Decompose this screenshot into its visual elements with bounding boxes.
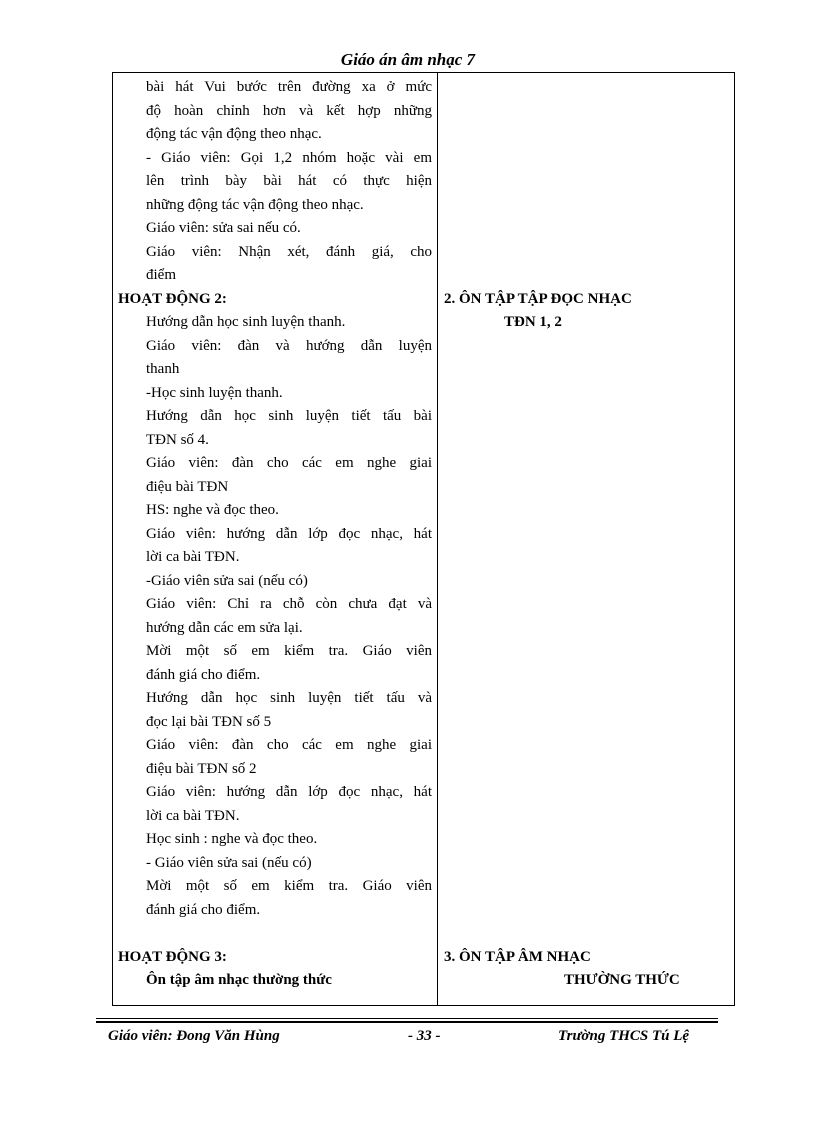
text-line: Giáo viên: hướng dẫn lớp đọc nhạc, hát: [146, 784, 432, 800]
text-line: lên trình bày bài hát có thực hiện: [146, 173, 432, 189]
text-line: đánh giá cho điểm.: [146, 666, 261, 683]
column-divider: [437, 72, 438, 1006]
text-line: hướng dẫn các em sửa lại.: [146, 619, 303, 636]
text-line: Giáo viên: đàn và hướng dẫn luyện: [146, 337, 432, 354]
text-line: điệu bài TĐN: [146, 478, 229, 495]
text-line: Giáo viên: sửa sai nếu có.: [146, 220, 301, 236]
page-header-title: Giáo án âm nhạc 7: [340, 50, 476, 69]
text-line: những động tác vận động theo nhạc.: [146, 196, 364, 213]
text-line: Giáo viên: Nhận xét, đánh giá, cho: [146, 243, 432, 260]
text-line: thanh: [146, 361, 180, 377]
text-line: - Giáo viên: Gọi 1,2 nhóm hoặc vài em: [146, 149, 432, 166]
text-line: Mời một số em kiểm tra. Giáo viên: [146, 878, 432, 894]
spacer: [118, 922, 432, 946]
text-line: Giáo viên: đàn cho các em nghe giai: [146, 737, 432, 753]
text-line: Hướng dẫn học sinh luyện thanh.: [146, 314, 346, 330]
text-line: Hướng dẫn học sinh luyện tiết tấu và: [146, 690, 432, 706]
section-2-subheading: TĐN 1, 2: [504, 314, 562, 330]
section-3-subheading: THƯỜNG THỨC: [564, 972, 680, 988]
footer-school: Trường THCS Tú Lệ: [558, 1028, 690, 1044]
text-line: động tác vận động theo nhạc.: [146, 126, 322, 142]
text-line: -Giáo viên sửa sai (nếu có): [146, 572, 308, 589]
text-line: độ hoàn chỉnh hơn và kết hợp những: [146, 102, 432, 119]
activity-2-heading: HOẠT ĐỘNG 2:: [118, 290, 227, 307]
activity-3-subtitle: Ôn tập âm nhạc thường thức: [146, 972, 332, 988]
activity-3-heading: HOẠT ĐỘNG 3:: [118, 948, 227, 965]
text-line: HS: nghe và đọc theo.: [146, 502, 279, 518]
text-line: -Học sinh luyện thanh.: [146, 384, 283, 401]
text-line: bài hát Vui bước trên đường xa ở mức: [146, 79, 432, 95]
text-line: đánh giá cho điểm.: [146, 901, 261, 918]
text-line: lời ca bài TĐN.: [146, 807, 240, 824]
right-column: [444, 76, 729, 993]
text-line: Hướng dẫn học sinh luyện tiết tấu bài: [146, 408, 432, 424]
text-line: Mời một số em kiểm tra. Giáo viên: [146, 643, 432, 659]
text-line: điểm: [146, 267, 176, 283]
text-line: - Giáo viên sửa sai (nếu có): [146, 854, 312, 871]
text-line: đọc lại bài TĐN số 5: [146, 713, 272, 730]
section-3-heading: 3. ÔN TẬP ÂM NHẠC: [444, 948, 591, 965]
footer-rule: [96, 1018, 718, 1019]
section-2-heading: 2. ÔN TẬP TẬP ĐỌC NHẠC: [444, 290, 632, 307]
text-line: TĐN số 4.: [146, 431, 209, 448]
text-line: Giáo viên: Chỉ ra chỗ còn chưa đạt và: [146, 596, 432, 612]
footer-page-number: - 33 -: [408, 1028, 441, 1044]
footer-rule-thick: [96, 1021, 718, 1023]
text-line: Giáo viên: đàn cho các em nghe giai: [146, 455, 432, 471]
footer-teacher: Giáo viên: Đong Văn Hùng: [108, 1028, 280, 1044]
text-line: Học sinh : nghe và đọc theo.: [146, 831, 318, 847]
text-line: lời ca bài TĐN.: [146, 549, 240, 565]
text-line: điệu bài TĐN số 2: [146, 760, 257, 777]
text-line: Giáo viên: hướng dẫn lớp đọc nhạc, hát: [146, 525, 432, 542]
left-column: [118, 76, 432, 993]
